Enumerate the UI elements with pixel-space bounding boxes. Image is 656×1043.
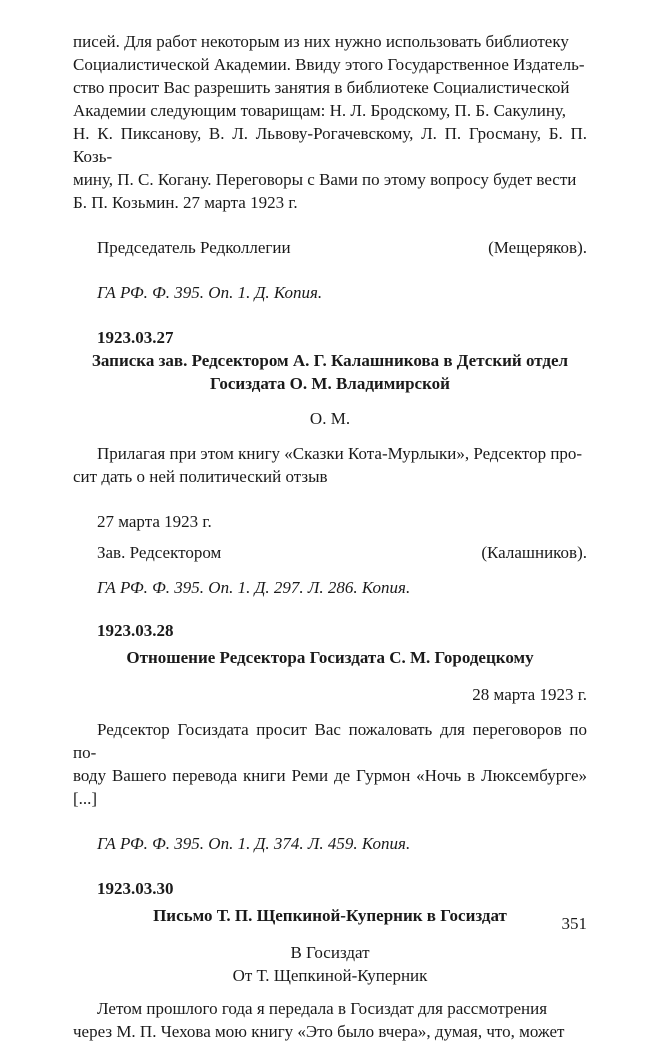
- doc4-date-code: 1923.03.30: [97, 879, 174, 898]
- doc2-date-code: 1923.03.27: [97, 328, 174, 347]
- doc3-date: 28 марта 1923 г.: [472, 685, 587, 704]
- doc3-title: Отношение Редсектора Госиздата С. М. Городецкому: [126, 648, 534, 667]
- body-line: Н. К. Пиксанову, В. Л. Львову-Рогачевскому, Л. П. Гросману, Б. П. Козь-: [73, 124, 587, 166]
- body-line: писей. Для работ некоторым из них нужно использовать библиотеку: [73, 32, 569, 51]
- doc4-body-line1: Летом прошлого года я передала в Госиздат для рассмотрения: [97, 999, 548, 1018]
- doc4-address-line2: От Т. Щепкиной-Куперник: [232, 966, 428, 985]
- doc3-body-line1: Редсектор Госиздата просит Вас пожаловать для переговоров по по-: [73, 720, 587, 762]
- doc2-body-line2: сит дать о ней политический отзыв: [73, 467, 328, 486]
- doc2-date: 27 марта 1923 г.: [97, 512, 212, 531]
- body-line: Социалистической Академии. Ввиду этого Государственное Издатель-: [73, 55, 585, 74]
- doc4-address-line1: В Госиздат: [290, 943, 370, 962]
- doc1-body: [73, 30, 587, 214]
- doc2-title-line1: Записка зав. Редсектором А. Г. Калашникова в Детский отдел: [91, 351, 569, 370]
- body-line: ство просит Вас разрешить занятия в библиотеке Социалистической: [73, 78, 570, 97]
- body-line: мину, П. С. Когану. Переговоры с Вами по этому вопросу будет вести: [73, 170, 577, 189]
- signature-role: Зав. Редсектором: [97, 543, 222, 562]
- doc1-archive-ref: ГА РФ. Ф. 395. Оп. 1. Д. Копия.: [97, 283, 323, 302]
- doc3-archive-ref: ГА РФ. Ф. 395. Оп. 1. Д. 374. Л. 459. Копия.: [97, 834, 411, 853]
- signature-name: (Мещеряков).: [488, 238, 587, 257]
- doc2-addressee: О. М.: [309, 409, 351, 428]
- doc2-signature: [73, 541, 587, 564]
- doc4-body-line2: через М. П. Чехова мою книгу «Это было вчера», думая, что, может: [73, 1022, 565, 1041]
- doc2-body-line1: Прилагая при этом книгу «Сказки Кота-Мурлыки», Редсектор про-: [97, 444, 583, 463]
- document-page: [73, 30, 587, 1043]
- doc3-body-line2: воду Вашего перевода книги Реми де Гурмон «Ночь в Люксембурге» [...]: [73, 766, 587, 808]
- doc2-title-line2: Госиздата О. М. Владимирской: [210, 374, 450, 393]
- page-number: 351: [561, 914, 587, 933]
- doc4-title: Письмо Т. П. Щепкиной-Куперник в Госиздат: [153, 906, 507, 925]
- doc2-archive-ref: ГА РФ. Ф. 395. Оп. 1. Д. 297. Л. 286. Копия.: [97, 578, 411, 597]
- body-line: Б. П. Козьмин. 27 марта 1923 г.: [73, 193, 298, 212]
- doc1-signature: [73, 236, 587, 259]
- body-line: Академии следующим товарищам: Н. Л. Бродскому, П. Б. Сакулину,: [73, 101, 566, 120]
- signature-role: Председатель Редколлегии: [97, 238, 291, 257]
- signature-name: (Калашников).: [481, 543, 587, 562]
- doc3-date-code: 1923.03.28: [97, 621, 174, 640]
